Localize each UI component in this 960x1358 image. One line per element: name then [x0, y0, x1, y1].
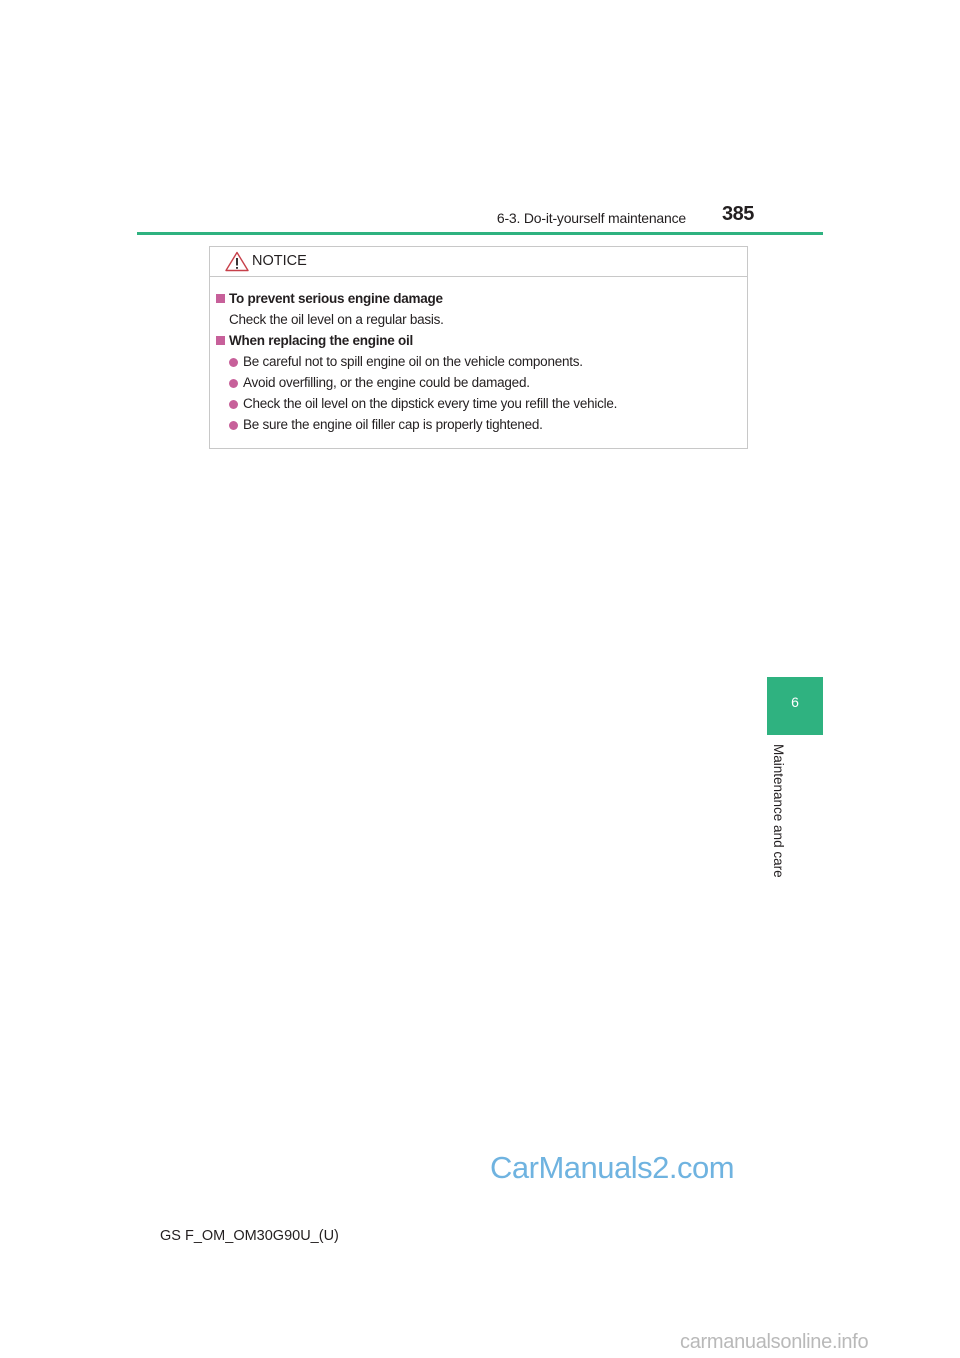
- page-number: 385: [722, 203, 754, 225]
- chapter-label: Maintenance and care: [771, 744, 786, 878]
- section-title: 6-3. Do-it-yourself maintenance: [496, 210, 686, 226]
- round-bullet-icon: [229, 379, 238, 388]
- chapter-tab[interactable]: [767, 677, 823, 735]
- watermark-logo: CarManuals2.com: [490, 1150, 735, 1185]
- round-bullet-icon: [229, 400, 238, 409]
- round-bullet-icon: [229, 421, 238, 430]
- watermark-footer: carmanualsonline.info: [680, 1331, 869, 1353]
- notice-header: [210, 247, 747, 277]
- warning-triangle-icon: [225, 251, 249, 272]
- header-divider: [137, 232, 823, 235]
- square-bullet-icon: [216, 294, 225, 303]
- notice-box: NOTICE To prevent serious engine damage Check the oil level on a regular basis. When replacing the engine oil Be careful not to spill engine oil on the vehicle components. Avoid overfilling, or the engine could be damaged. Check the oil level on the dipstick every time you refill the vehicle. Be sure the engine oil filler cap is properly tightened.: [209, 246, 748, 449]
- round-bullet-icon: [229, 358, 238, 367]
- chapter-number: 6: [791, 694, 799, 710]
- notice-title: NOTICE: [252, 253, 307, 269]
- square-bullet-icon: [216, 336, 225, 345]
- document-code: GS F_OM_OM30G90U_(U): [160, 1228, 339, 1244]
